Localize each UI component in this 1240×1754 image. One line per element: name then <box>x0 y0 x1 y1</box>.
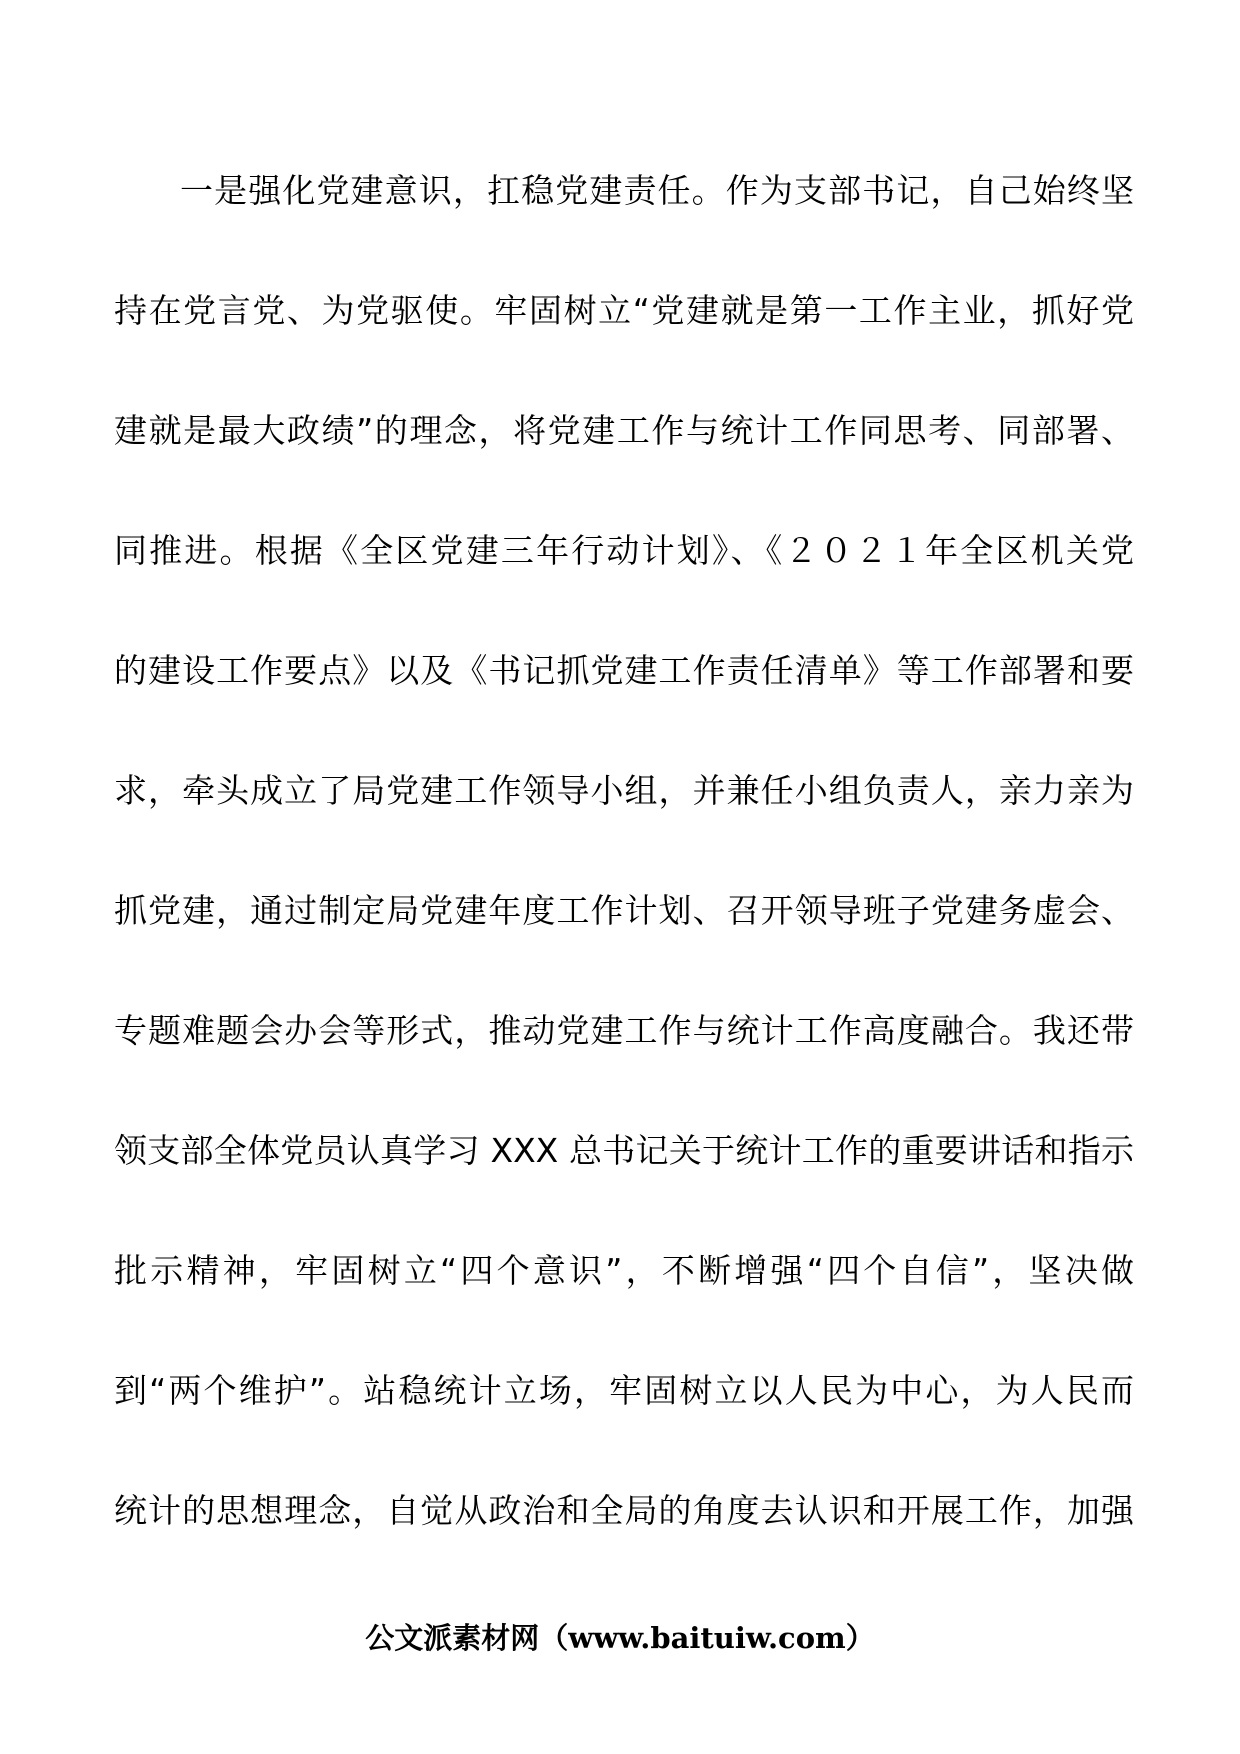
paragraph-line: 到“两个维护”。站稳统计立场，牢固树立以人民为中心，为人民而 <box>114 1371 1134 1410</box>
paragraph-line: 求，牵头成立了局党建工作领导小组，并兼任小组负责人，亲力亲为 <box>114 771 1134 810</box>
paragraph-line: 专题难题会办会等形式，推动党建工作与统计工作高度融合。我还带 <box>114 1011 1134 1050</box>
paragraph-line: 一是强化党建意识，扛稳党建责任。作为支部书记，自己始终坚 <box>180 171 1134 210</box>
paragraph-line: 持在党言党、为党驱使。牢固树立“党建就是第一工作主业，抓好党 <box>114 291 1134 330</box>
document-body <box>114 165 1134 1605</box>
paragraph-line: 的建设工作要点》以及《书记抓党建工作责任清单》等工作部署和要 <box>114 651 1134 690</box>
paragraph-line: 批示精神，牢固树立“四个意识”，不断增强“四个自信”，坚决做 <box>114 1251 1134 1290</box>
page-footer-source: 公文派素材网（www.baituiw.com） <box>365 1621 875 1655</box>
paragraph-line: 统计的思想理念，自觉从政治和全局的角度去认识和开展工作，加强 <box>114 1491 1134 1530</box>
paragraph-line: 同推进。根据《全区党建三年行动计划》、《２０２１年全区机关党 <box>114 531 1134 570</box>
paragraph-line: 建就是最大政绩”的理念，将党建工作与统计工作同思考、同部署、 <box>114 411 1134 450</box>
paragraph-line: 领支部全体党员认真学习 XXX 总书记关于统计工作的重要讲话和指示 <box>114 1131 1134 1170</box>
paragraph-line: 抓党建，通过制定局党建年度工作计划、召开领导班子党建务虚会、 <box>114 891 1134 930</box>
